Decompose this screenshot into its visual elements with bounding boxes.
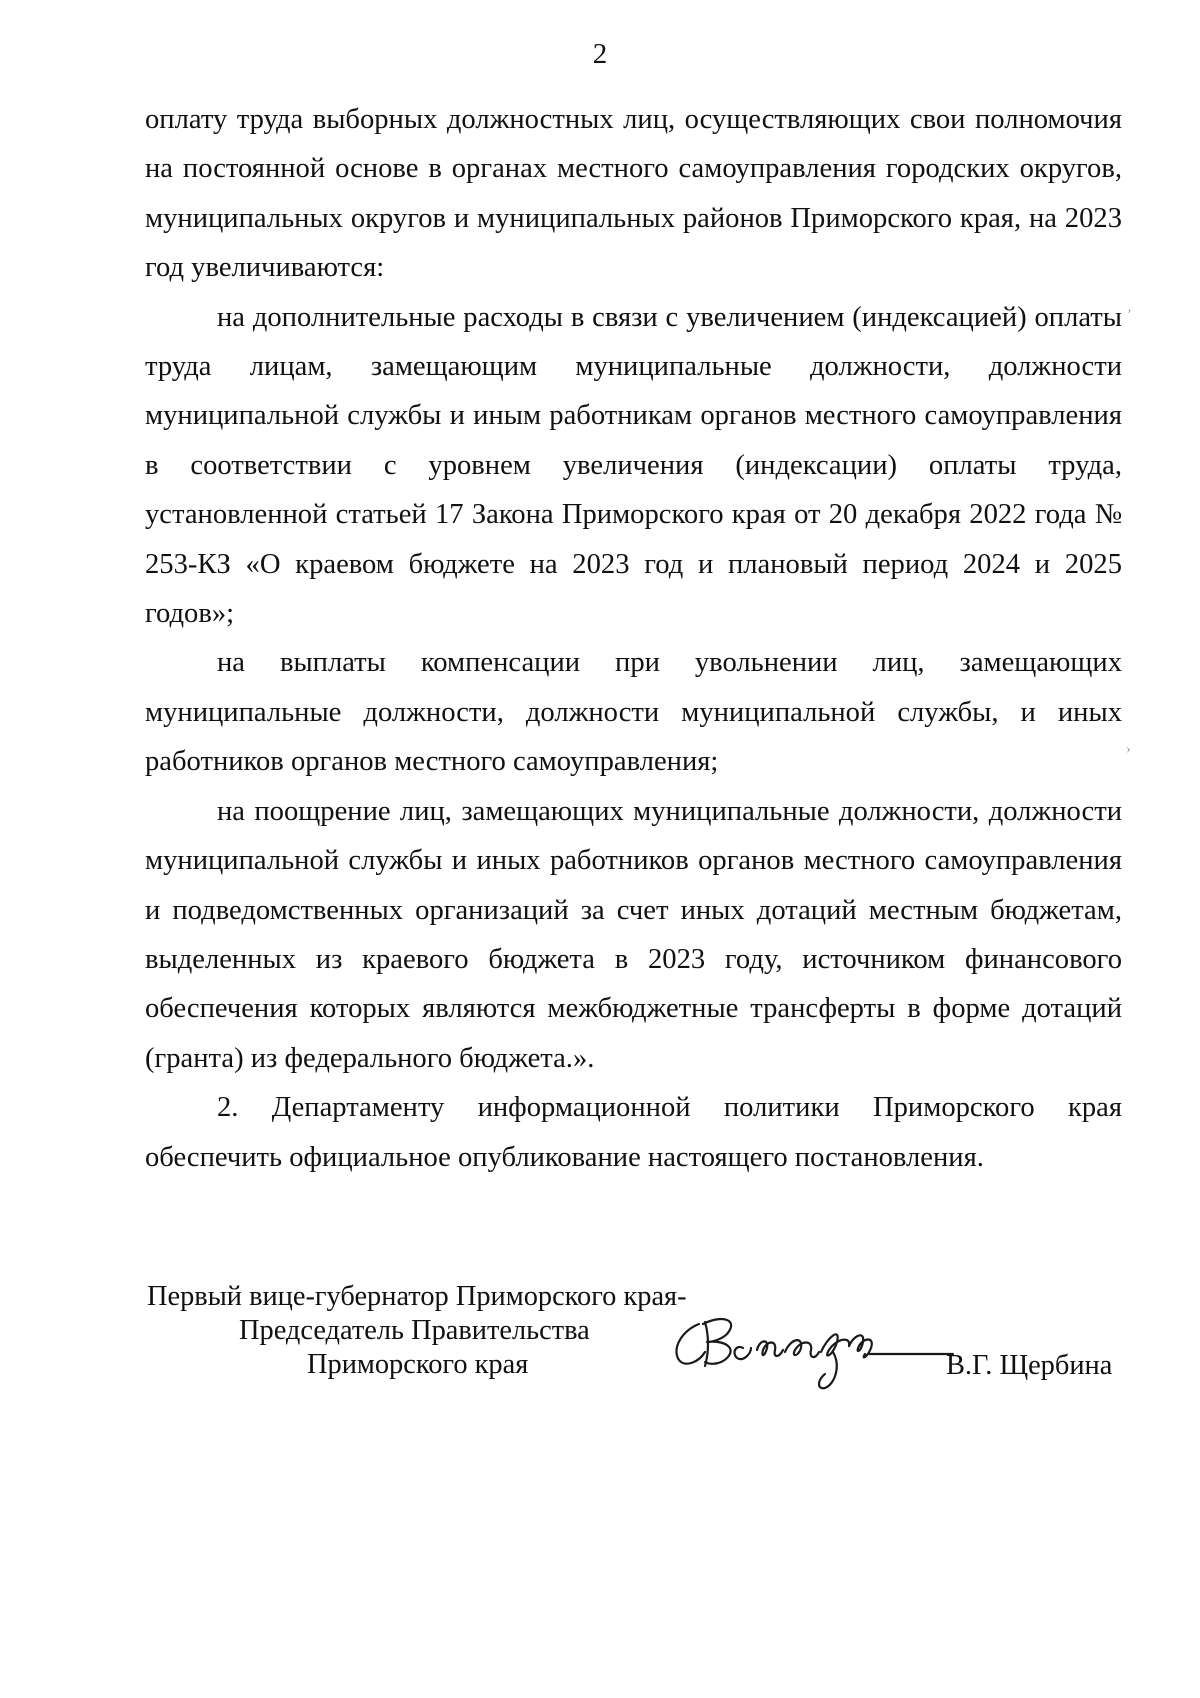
signatory-title-line-2: Председатель Правительства — [239, 1315, 590, 1346]
paragraph-incentive: на поощрение лиц, замещающих муниципальные должности, должности муниципальной службы и иных работников органов местного самоуправления и подведомственных организаций за счет иных дотаций местным бюджетам, выделенных из краевого бюджета в 2023 году, источником финансового обеспечения которых являются межбюджетные трансферты в форме дотаций (гранта) из федерального бюджета.». — [145, 795, 1122, 1074]
paragraph-continuation: оплату труда выборных должностных лиц, осуществляющих свои полномочия на постоянной основе в органах местного самоуправления городских округов, муниципальных округов и муниципальных районов Приморского края, на 2023 год увеличиваются: — [145, 104, 1122, 284]
signatory-name: В.Г. Щербина — [946, 1350, 1113, 1381]
document-body — [145, 95, 1122, 1182]
page-number: 2 — [592, 38, 608, 70]
signatory-title-line-1: Первый вице-губернатор Приморского края- — [147, 1281, 687, 1312]
signatory-title — [145, 1280, 745, 1382]
handwritten-signature — [665, 1296, 955, 1392]
paragraph-indexation: на дополнительные расходы в связи с увеличением (индексацией) оплаты труда лицам, замещающим муниципальные должности, должности муниципальной службы и иным работникам органов местного самоуправления в соответствии с уровнем увеличения (индексации) оплаты труда, установленной статьей 17 Закона Приморского края от 20 декабря 2022 года № 253-КЗ «О краевом бюджете на 2023 год и плановый период 2024 и 2025 годов»; — [145, 301, 1122, 630]
scan-mark: › — [1126, 742, 1131, 757]
paragraph-publication: 2. Департаменту информационной политики Приморского края обеспечить официальное опубликование настоящего постановления. — [145, 1092, 1122, 1173]
signatory-title-line-3: Приморского края — [307, 1349, 529, 1380]
scan-mark: ‚ — [1127, 300, 1132, 315]
paragraph-compensation: на выплаты компенсации при увольнении лиц, замещающих муниципальные должности, должности муниципальной службы, и иных работников органов местного самоуправления; — [145, 647, 1122, 778]
